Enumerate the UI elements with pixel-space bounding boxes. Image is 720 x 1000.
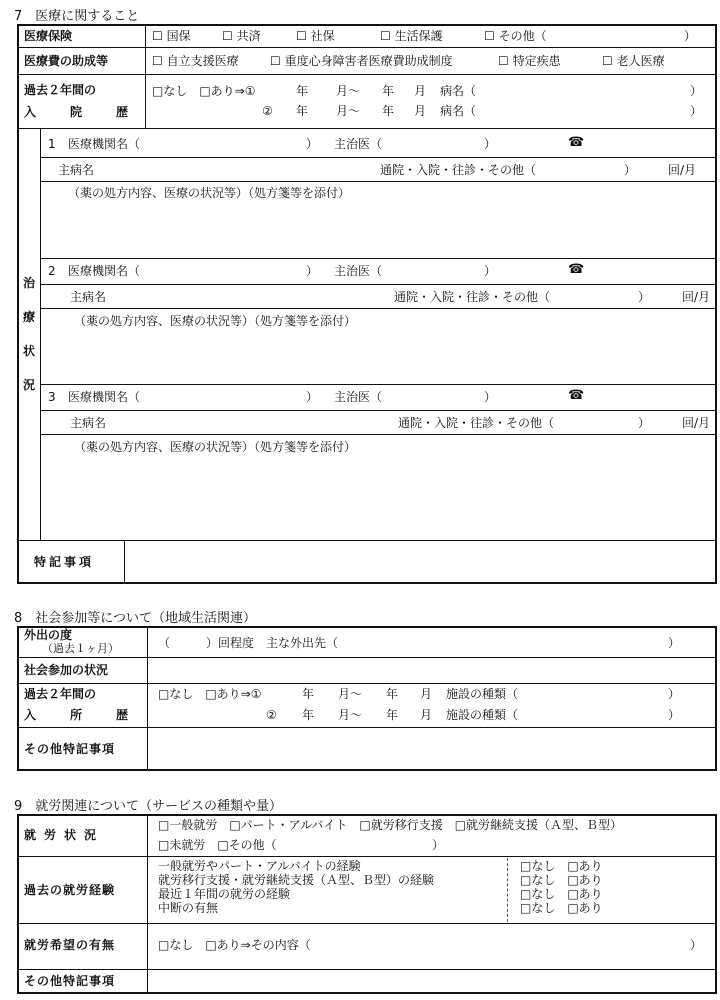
- paren-close: ）: [484, 264, 497, 278]
- year-label: 年: [386, 687, 399, 701]
- year-label: 年: [302, 687, 315, 701]
- other-notes-label: その他特記事項: [24, 742, 116, 756]
- work-experience-item: 中断の有無: [158, 901, 219, 915]
- phone-icon: ☎: [568, 135, 585, 150]
- paren-close: ）: [306, 137, 319, 151]
- month-from-label: 月～: [338, 708, 363, 722]
- month-from-label: 月～: [336, 104, 361, 118]
- work-wish-field[interactable]: □なし □あり⇒その内容（: [158, 938, 311, 952]
- work-experience-choice[interactable]: □なし □あり: [520, 887, 603, 901]
- paren-close: ）: [432, 838, 445, 852]
- month-label: 月: [414, 104, 427, 118]
- institution-number: 1: [48, 137, 56, 151]
- disease-name-label: 病名（: [440, 104, 477, 118]
- year-label: 年: [386, 708, 399, 722]
- year-label: 年: [296, 84, 309, 98]
- year-label: 年: [382, 104, 395, 118]
- month-label: 月: [414, 84, 427, 98]
- social-participation-field[interactable]: [149, 659, 715, 682]
- doctor-field[interactable]: 主治医（: [334, 390, 383, 404]
- institution-name-field[interactable]: 医療機関名（: [68, 137, 141, 151]
- hospitalization-label-line1: 過去２年間の: [24, 83, 97, 97]
- insurance-welfare-checkbox[interactable]: ☐ 生活保護: [380, 29, 443, 43]
- work-experience-item: 一般就労やパート・アルバイトの経験: [158, 859, 361, 873]
- subsidy-label: 医療費の助成等: [24, 54, 109, 68]
- insurance-other-close: ）: [684, 29, 697, 43]
- special-notes-field[interactable]: [126, 542, 714, 582]
- insurance-label: 医療保険: [24, 29, 73, 43]
- paren-close: ）: [484, 137, 497, 151]
- work-experience-item: 就労移行支援・就労継続支援（Ａ型、Ｂ型）の経験: [158, 873, 435, 887]
- subsidy-disability-checkbox[interactable]: ☐ 重度心身障害者医療費助成制度: [270, 54, 453, 68]
- subsidy-independence-checkbox[interactable]: ☐ 自立支援医療: [152, 54, 239, 68]
- work-experience-choice[interactable]: □なし □あり: [520, 901, 603, 915]
- hospitalization-row-2-marker: ②: [262, 104, 273, 118]
- outing-sub-label: （過去１ヶ月）: [42, 642, 119, 655]
- phone-icon: ☎: [568, 388, 585, 403]
- paren-close: ）: [690, 84, 703, 98]
- disease-label: 主病名: [58, 163, 95, 177]
- employment-status-label: 就労状況: [24, 828, 105, 842]
- paren-close: ）: [306, 390, 319, 404]
- treatment-label-char-1: 治: [22, 276, 35, 290]
- disease-name-label: 病名（: [440, 84, 477, 98]
- employment-status-options[interactable]: □一般就労 □パート・アルバイト □就労移行支援 □就労継続支援（Ａ型、Ｂ型）: [158, 818, 623, 832]
- work-experience-choice[interactable]: □なし □あり: [520, 859, 603, 873]
- times-per-month-label: 回/月: [682, 416, 711, 430]
- employment-other-notes-label: その他特記事項: [24, 974, 116, 988]
- paren-close: ）: [668, 708, 681, 722]
- insurance-shaho-checkbox[interactable]: ☐ 社保: [296, 29, 335, 43]
- paren-close: ）: [638, 416, 651, 430]
- facility-type-label: 施設の種類（: [446, 687, 519, 701]
- prescription-note: （薬の処方内容、医療の状況等）（処方箋等を添付）: [74, 314, 357, 328]
- employment-status-other[interactable]: □未就労 □その他（: [158, 838, 277, 852]
- work-experience-item: 最近１年間の就労の経験: [158, 887, 291, 901]
- social-participation-label: 社会参加の状況: [24, 663, 109, 677]
- disease-label: 主病名: [70, 290, 107, 304]
- section8-title: 8 社会参加等について（地域生活関連）: [14, 611, 257, 626]
- subsidy-specific-disease-checkbox[interactable]: ☐ 特定疾患: [498, 54, 561, 68]
- facility-type-label: 施設の種類（: [446, 708, 519, 722]
- subsidy-elderly-checkbox[interactable]: ☐ 老人医療: [602, 54, 665, 68]
- work-experience-choice[interactable]: □なし □あり: [520, 873, 603, 887]
- facility-row-1-choice[interactable]: □なし □あり⇒①: [158, 687, 262, 701]
- insurance-kokuho-checkbox[interactable]: ☐ 国保: [152, 29, 191, 43]
- treatment-label-char-3: 状: [22, 344, 35, 358]
- paren-close: ）: [668, 636, 681, 650]
- institution-number: 3: [48, 390, 56, 404]
- visit-type-field[interactable]: 通院・入院・往診・その他（: [394, 290, 551, 304]
- month-from-label: 月～: [338, 687, 363, 701]
- times-per-month-label: 回/月: [682, 290, 711, 304]
- year-label: 年: [296, 104, 309, 118]
- month-from-label: 月～: [336, 84, 361, 98]
- institution-number: 2: [48, 264, 56, 278]
- paren-close: ）: [668, 687, 681, 701]
- insurance-kyosai-checkbox[interactable]: ☐ 共済: [222, 29, 261, 43]
- hospitalization-row-1-choice[interactable]: □なし □あり⇒①: [152, 84, 256, 98]
- facility-row-2-marker: ②: [266, 708, 277, 722]
- other-notes-field[interactable]: [149, 729, 715, 769]
- facility-label-line1: 過去２年間の: [24, 687, 97, 701]
- prescription-note: （薬の処方内容、医療の状況等）（処方箋等を添付）: [68, 186, 351, 200]
- paren-close: ）: [484, 390, 497, 404]
- paren-close: ）: [638, 290, 651, 304]
- employment-other-notes-field[interactable]: [149, 971, 715, 991]
- outing-frequency-field[interactable]: （ ）回程度 主な外出先（: [158, 636, 339, 650]
- doctor-field[interactable]: 主治医（: [334, 264, 383, 278]
- year-label: 年: [382, 84, 395, 98]
- section9-title: 9 就労関連について（サービスの種類や量）: [14, 799, 283, 814]
- times-per-month-label: 回/月: [668, 163, 697, 177]
- special-notes-label: 特記事項: [34, 555, 95, 569]
- paren-close: ）: [690, 938, 703, 952]
- visit-type-field[interactable]: 通院・入院・往診・その他（: [398, 416, 555, 430]
- work-experience-label: 過去の就労経験: [24, 883, 116, 897]
- month-label: 月: [420, 687, 433, 701]
- insurance-other-checkbox[interactable]: ☐ その他（: [484, 29, 547, 43]
- prescription-note: （薬の処方内容、医療の状況等）（処方箋等を添付）: [74, 440, 357, 454]
- paren-close: ）: [306, 264, 319, 278]
- facility-label-line2: 入所歴: [24, 708, 163, 722]
- paren-close: ）: [624, 163, 637, 177]
- month-label: 月: [420, 708, 433, 722]
- year-label: 年: [302, 708, 315, 722]
- phone-icon: ☎: [568, 262, 585, 277]
- hospitalization-label-line2: 入院歴: [24, 105, 163, 119]
- work-wish-label: 就労希望の有無: [24, 938, 116, 952]
- disease-label: 主病名: [70, 416, 107, 430]
- outing-label: 外出の度: [24, 628, 73, 642]
- doctor-field[interactable]: 主治医（: [334, 137, 383, 151]
- visit-type-field[interactable]: 通院・入院・往診・その他（: [380, 163, 537, 177]
- treatment-label-char-4: 況: [22, 378, 35, 392]
- treatment-label-char-2: 療: [22, 310, 35, 324]
- institution-name-field[interactable]: 医療機関名（: [68, 390, 141, 404]
- institution-name-field[interactable]: 医療機関名（: [68, 264, 141, 278]
- section7-title: 7 医療に関すること: [14, 9, 140, 24]
- paren-close: ）: [690, 104, 703, 118]
